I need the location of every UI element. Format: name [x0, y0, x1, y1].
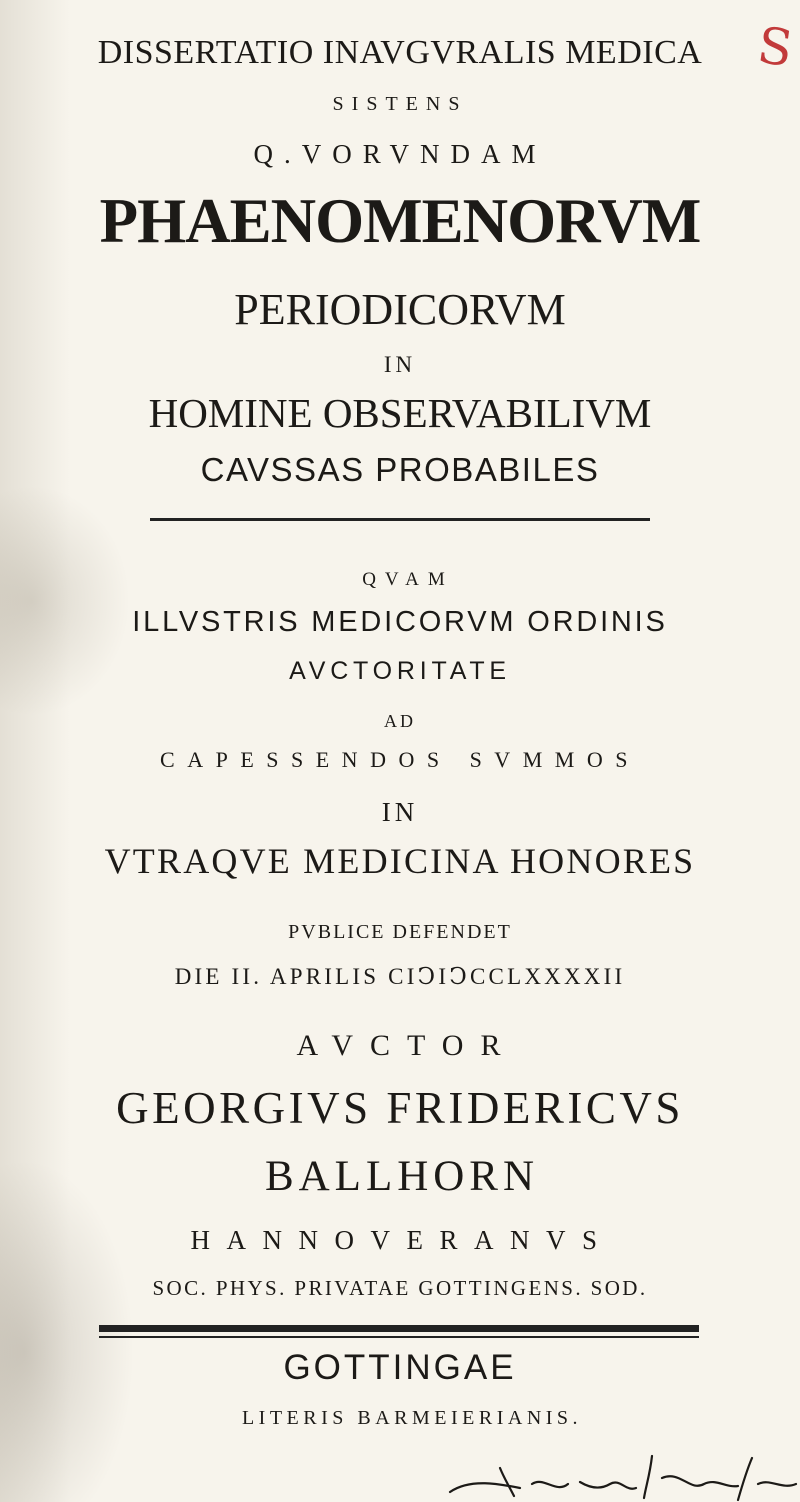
society-line: SOC. PHYS. PRIVATAE GOTTINGENS. SOD.	[152, 1276, 648, 1300]
auctoritate-line: AVCTORITATE	[289, 657, 511, 685]
auctor-line: AVCTOR	[296, 1029, 518, 1062]
handwritten-signature	[440, 1448, 800, 1502]
in-line-2: IN	[381, 797, 419, 827]
upper-rule	[150, 518, 650, 521]
red-shelf-mark: S	[754, 15, 797, 79]
periodicorum-line: PERIODICORVM	[234, 285, 566, 334]
homine-line: HOMINE OBSERVABILIVM	[148, 390, 652, 436]
thin-rule	[99, 1336, 699, 1338]
caussas-line: CAVSSAS PROBABILES	[200, 451, 600, 488]
author-name-line: GEORGIVS FRIDERICVS	[116, 1083, 684, 1133]
dissertation-header: DISSERTATIO INAVGVRALIS MEDICA	[97, 34, 703, 71]
ad-line: AD	[384, 711, 416, 731]
phaenomenorum-line: PHAENOMENORVM	[99, 186, 701, 256]
place-line: GOTTINGAE	[283, 1348, 517, 1387]
in-line-1: IN	[383, 352, 417, 377]
sistens-line: SISTENS	[332, 93, 468, 115]
publice-line: PVBLICE DEFENDET	[288, 921, 512, 943]
quorundam-line: Q.VORVNDAM	[253, 139, 547, 169]
thick-rule	[99, 1325, 699, 1332]
origin-line: HANNOVERANVS	[190, 1225, 614, 1255]
author-surname-line: BALLHORN	[264, 1153, 540, 1200]
capessendos-line: CAPESSENDOS SVMMOS	[160, 747, 640, 772]
printer-line: LITERIS BARMEIERIANIS.	[241, 1407, 583, 1429]
date-line: DIE II. APRILIS CIↃIↃCCLXXXXII	[174, 964, 626, 989]
illustris-line: ILLVSTRIS MEDICORVM ORDINIS	[132, 606, 668, 638]
utraque-line: VTRAQVE MEDICINA HONORES	[104, 841, 696, 881]
quam-line: QVAM	[362, 569, 454, 590]
